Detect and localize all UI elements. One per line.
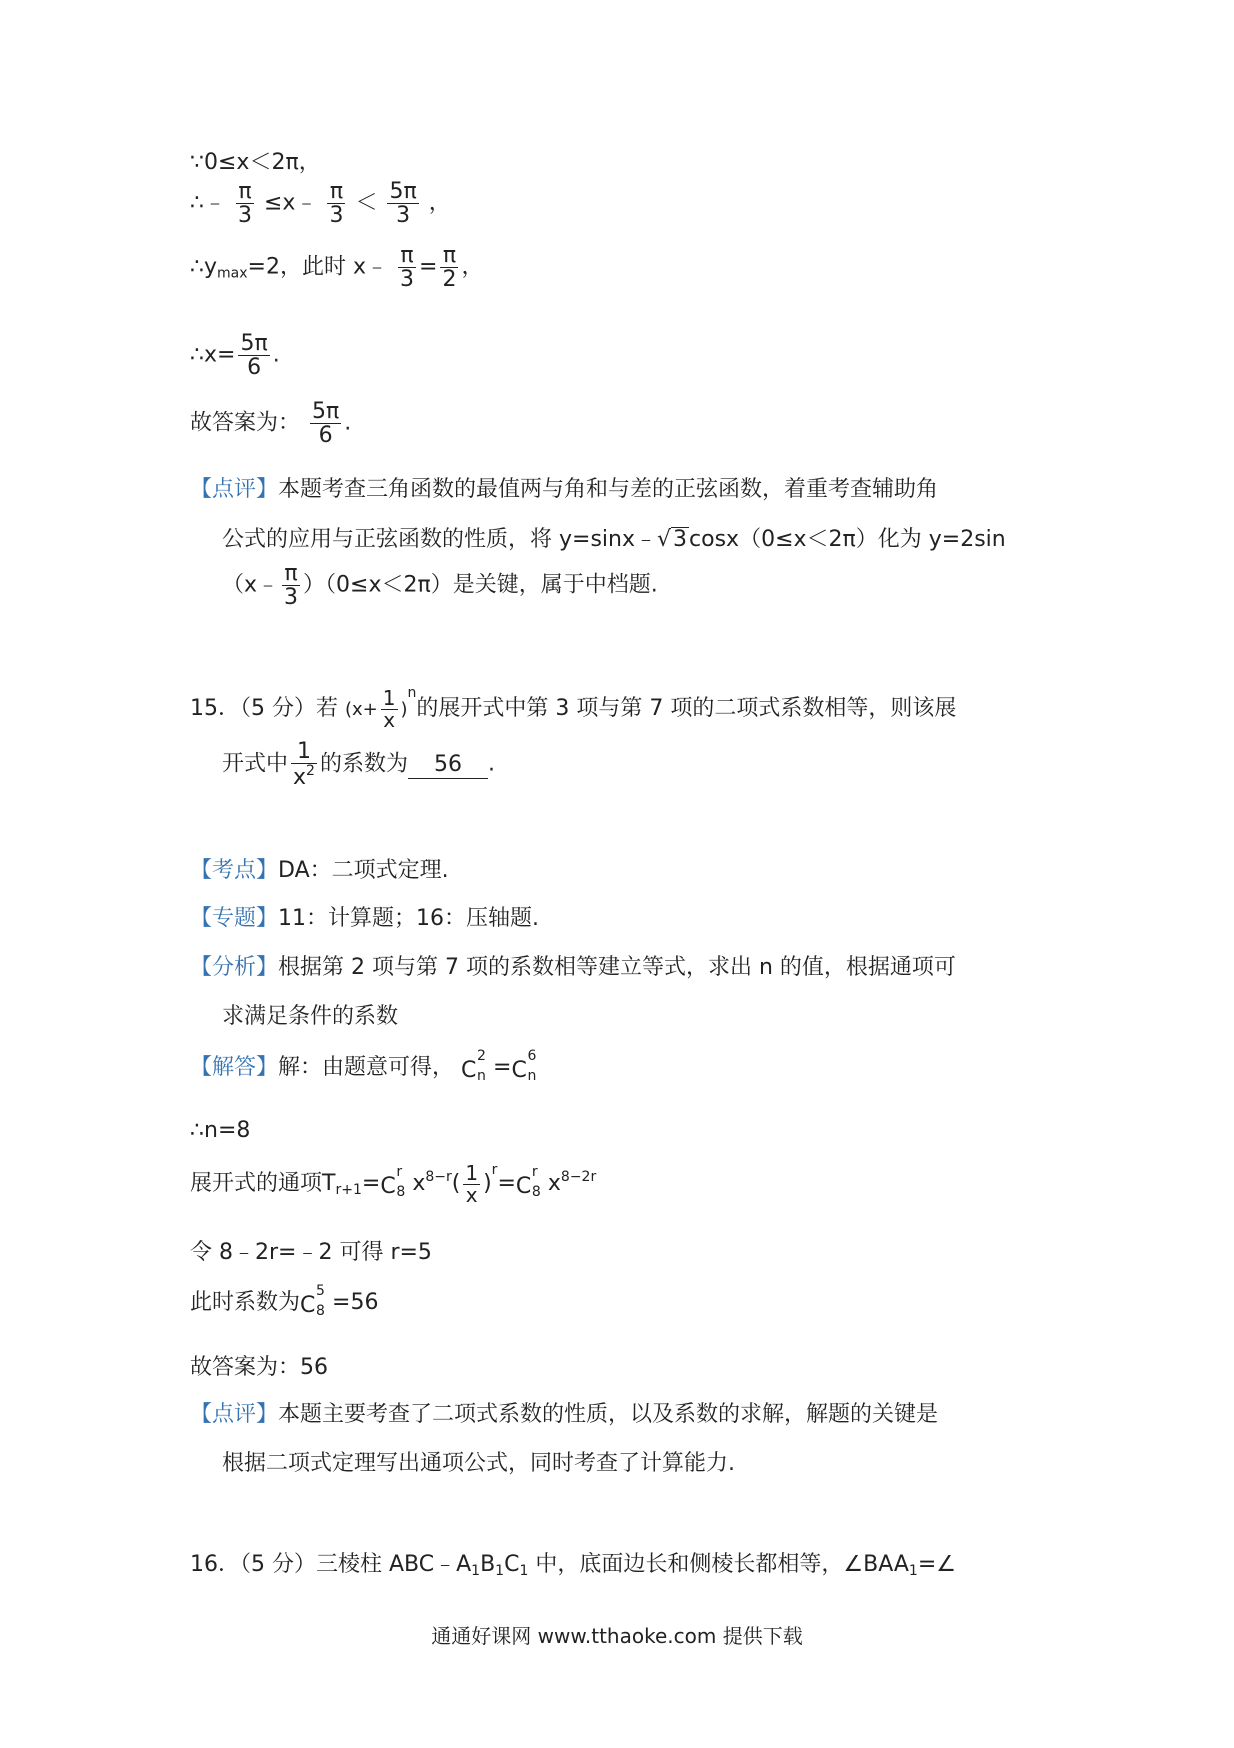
upper-index: r <box>396 1164 403 1180</box>
text: ≤x﹣ <box>264 190 318 216</box>
kaodian-tag: 【考点】 <box>190 858 279 883</box>
coefficient-line <box>190 1285 378 1317</box>
numerator: π <box>398 244 416 268</box>
denominator: 3 <box>396 203 411 229</box>
denominator: 6 <box>318 423 333 449</box>
text: 本题主要考查了二项式系数的性质，以及系数的求解，解题的关键是 <box>278 1402 939 1427</box>
review-15-line-2 <box>222 1446 735 1477</box>
paren-open: ( <box>451 1171 461 1196</box>
paren-open: (x+ <box>345 699 378 720</box>
exponent: n <box>407 685 417 701</box>
solution-line-3 <box>190 244 483 291</box>
text: （x﹣ <box>222 572 280 598</box>
text: ， <box>461 254 484 280</box>
numerator: 5π <box>240 331 268 356</box>
text: 故答案为： <box>190 410 301 436</box>
page-footer: 通通好课网 www.tthaoke.com 提供下载 <box>431 1624 803 1648</box>
question-15-line-2 <box>222 740 495 789</box>
exponent: 8−r <box>425 1169 452 1185</box>
text: . <box>487 751 495 777</box>
answer-line <box>190 1350 328 1381</box>
text: DA：二项式定理. <box>278 858 449 883</box>
denominator: 6 <box>247 355 262 381</box>
t-symbol: T <box>322 1171 336 1196</box>
review-15-line-1 <box>190 1397 938 1428</box>
text: =2，此时 x﹣ <box>247 254 388 280</box>
fenxi-tag: 【分析】 <box>190 955 279 980</box>
combination <box>511 1048 543 1084</box>
jieda-line <box>190 1050 543 1082</box>
subscript: 1 <box>495 1563 505 1579</box>
sqrt-radicand: 3 <box>673 527 688 552</box>
solution-answer-line <box>190 400 351 447</box>
numerator: 1 <box>291 740 317 764</box>
question-15-line-1 <box>190 685 956 731</box>
text: ∴y <box>190 254 218 280</box>
text: 11：计算题；16：压轴题. <box>278 906 539 931</box>
solution-line-4 <box>190 332 280 379</box>
kaodian-line <box>190 853 449 884</box>
fraction <box>381 685 398 732</box>
n-value-line <box>190 1118 250 1143</box>
text: 展开式的通项 <box>190 1171 323 1196</box>
text: =∠ <box>917 1552 956 1577</box>
combination <box>461 1048 493 1084</box>
zhuanti-tag: 【专题】 <box>190 906 279 931</box>
text: 开式中 <box>222 751 289 777</box>
text: 公式的应用与正弦函数的性质，将 y=sinx﹣ <box>222 527 657 552</box>
numerator: 5π <box>389 179 417 204</box>
text: =56 <box>332 1290 379 1315</box>
numerator: 1 <box>465 1160 479 1185</box>
denominator: 2 <box>442 267 457 293</box>
text: 15．（5 分）若 <box>190 696 338 721</box>
subscript: max <box>217 265 248 282</box>
review-line-1 <box>190 472 938 503</box>
upper-index: 2 <box>477 1048 486 1064</box>
fraction <box>440 244 458 291</box>
denominator: x <box>465 1182 478 1207</box>
text: 解：由题意可得， <box>278 1055 455 1080</box>
solution-line-2 <box>190 180 451 227</box>
subscript: 1 <box>519 1563 529 1579</box>
fraction <box>387 180 418 227</box>
fraction <box>236 180 254 227</box>
upper-index: r <box>531 1164 538 1180</box>
lower-index: 8 <box>396 1184 406 1200</box>
text: ∵0≤x＜2π， <box>190 150 321 175</box>
fraction <box>327 180 345 227</box>
lower-index: 8 <box>316 1303 325 1319</box>
c-symbol: C <box>515 1174 532 1199</box>
fraction <box>463 1160 480 1207</box>
x-symbol: x <box>412 1171 426 1196</box>
upper-index: 5 <box>316 1283 325 1299</box>
text: cosx（0≤x＜2π）化为 y=2sin <box>689 527 1006 552</box>
fraction <box>291 740 317 789</box>
base: x <box>293 765 307 791</box>
text: 本题考查三角函数的最值两与角和与差的正弦函数，着重考查辅助角 <box>278 477 939 502</box>
combination <box>380 1164 412 1200</box>
solution-line-1 <box>190 145 321 176</box>
x-symbol: x <box>547 1171 561 1196</box>
text: ∴n=8 <box>190 1118 251 1143</box>
text: B <box>480 1552 496 1577</box>
paren-close: ) <box>483 1171 492 1196</box>
exponent: 2 <box>306 763 315 780</box>
subscript: 1 <box>908 1563 918 1579</box>
numerator: π <box>236 180 254 204</box>
text: ∴x= <box>190 342 236 368</box>
upper-index: 6 <box>527 1048 537 1064</box>
paren-close: ) <box>400 699 408 720</box>
text: . <box>272 342 280 368</box>
answer-blank: 56 <box>408 752 488 779</box>
numerator: π <box>327 180 345 204</box>
numerator: π <box>440 244 458 268</box>
denominator: x <box>383 707 396 732</box>
r-value-line <box>190 1235 432 1266</box>
fenxi-line-1 <box>190 950 956 981</box>
exponent: 8−2r <box>560 1169 597 1185</box>
text: = <box>419 254 438 280</box>
text: C <box>504 1552 520 1577</box>
text: 求满足条件的系数 <box>222 1004 399 1029</box>
zhuanti-line <box>190 901 539 932</box>
text: ∴﹣ <box>190 190 226 216</box>
fraction <box>398 244 416 291</box>
c-symbol: C <box>380 1174 396 1199</box>
denominator <box>291 764 317 789</box>
review-line-3 <box>222 562 658 609</box>
text: 的展开式中第 3 项与第 7 项的二项式系数相等，则该展 <box>416 696 957 721</box>
text: 中，底面边长和侧棱长都相等，∠BAA <box>528 1552 909 1577</box>
text: 16．（5 分）三棱柱 ABC﹣A <box>190 1552 472 1577</box>
exponent: r <box>491 1162 498 1178</box>
text: 根据二项式定理写出通项公式，同时考查了计算能力. <box>222 1451 735 1476</box>
jieda-tag: 【解答】 <box>190 1055 279 1080</box>
text: 故答案为：56 <box>190 1355 328 1380</box>
sqrt-sign: √ <box>657 527 672 552</box>
c-symbol: C <box>511 1058 527 1083</box>
text: 的系数为 <box>319 751 408 777</box>
text: 令 8﹣2r=﹣2 可得 r=5 <box>190 1240 432 1265</box>
lower-index: 8 <box>531 1184 541 1200</box>
c-symbol: C <box>461 1058 477 1083</box>
text: = <box>361 1171 381 1196</box>
question-16-line-1 <box>190 1547 956 1579</box>
text: 此时系数为 <box>190 1290 301 1315</box>
text: = <box>497 1171 516 1196</box>
text: ， <box>428 190 451 216</box>
review-line-2 <box>222 522 1006 553</box>
combination <box>300 1283 332 1319</box>
text: ）（0≤x＜2π）是关键，属于中档题. <box>303 572 658 598</box>
subscript: 1 <box>471 1563 481 1579</box>
numerator: π <box>282 562 300 586</box>
numerator: 5π <box>312 399 340 424</box>
denominator: 3 <box>284 585 299 611</box>
lower-index: n <box>527 1068 537 1084</box>
denominator: 3 <box>329 203 344 229</box>
fenxi-line-2 <box>222 999 398 1030</box>
text: ＜ <box>355 190 378 216</box>
fraction <box>238 332 269 379</box>
denominator: 3 <box>400 267 414 293</box>
t-subscript: r+1 <box>335 1182 362 1198</box>
review-tag: 【点评】 <box>190 1402 279 1427</box>
text: 根据第 2 项与第 7 项的系数相等建立等式，求出 n 的值，根据通项可 <box>278 955 956 980</box>
general-term-line <box>190 1162 596 1206</box>
fraction <box>310 400 341 447</box>
text: = <box>493 1055 512 1080</box>
fraction <box>282 562 300 609</box>
denominator: 3 <box>238 203 252 229</box>
review-tag: 【点评】 <box>190 477 279 502</box>
combination <box>515 1164 548 1200</box>
numerator: 1 <box>382 685 396 710</box>
lower-index: n <box>477 1068 486 1084</box>
c-symbol: C <box>300 1293 316 1318</box>
text: . <box>344 410 352 436</box>
